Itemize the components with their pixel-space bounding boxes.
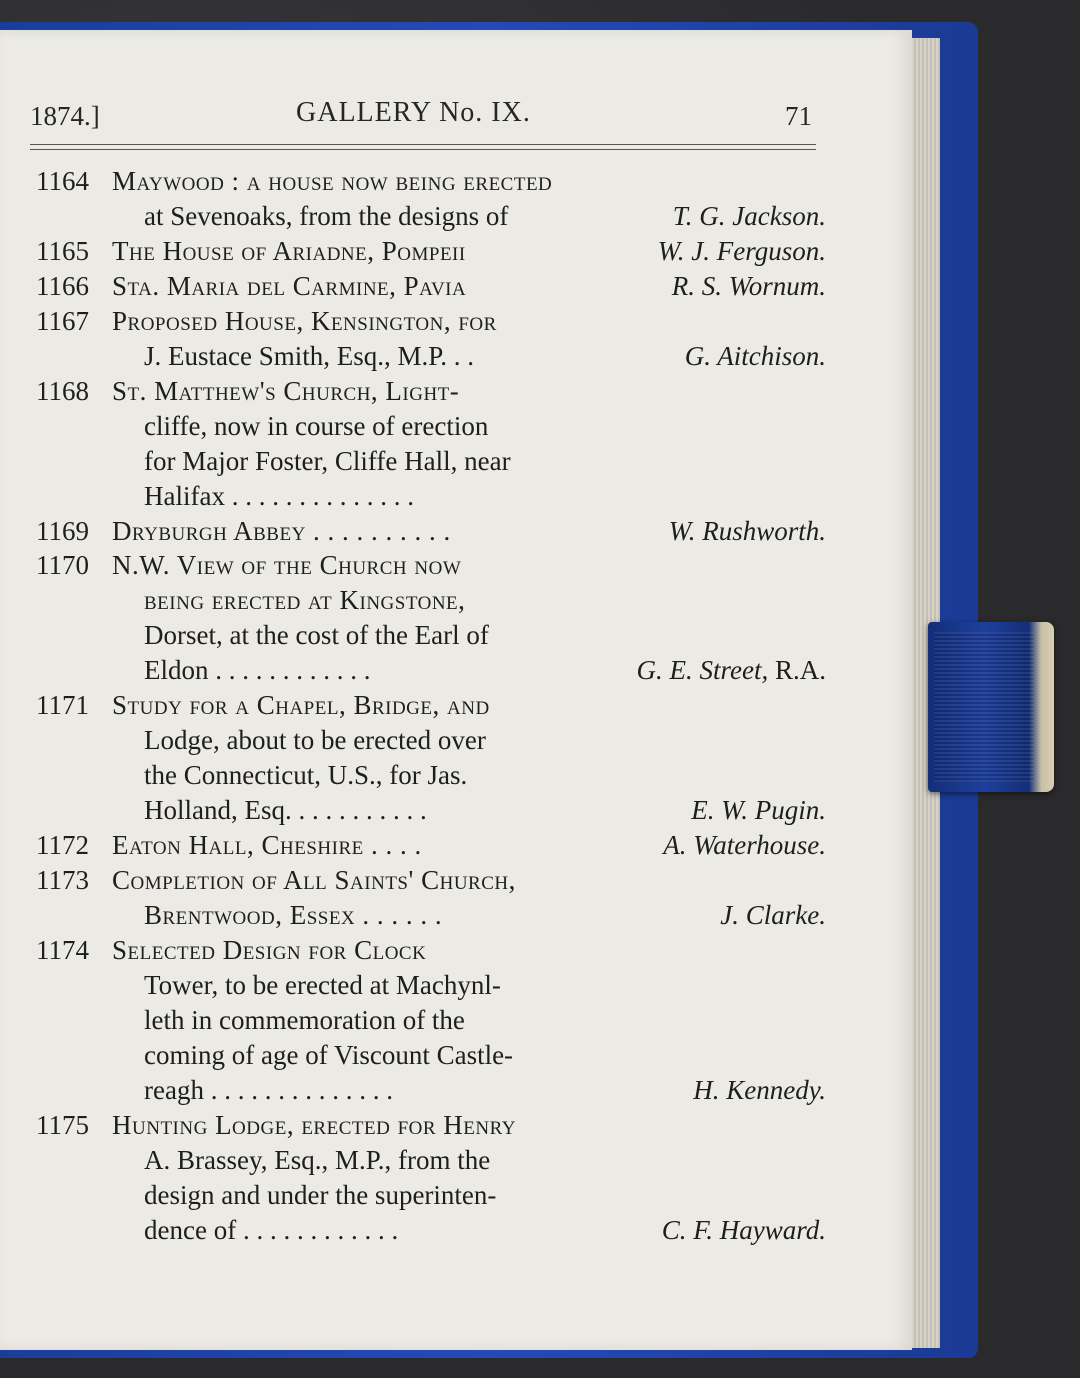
- entry-text: Tower, to be erected at Machynl-: [144, 970, 501, 1000]
- entry-text: Maywood : a house now being erected: [112, 166, 553, 196]
- entry-text: being erected at Kingstone,: [144, 585, 466, 615]
- entry-text: coming of age of Viscount Castle-: [144, 1040, 514, 1070]
- entry-number: 1171: [36, 690, 89, 720]
- entry-text: the Connecticut, U.S., for Jas.: [144, 760, 468, 790]
- entry-text: Hunting Lodge, erected for Henry: [112, 1110, 516, 1140]
- entry-text: Brentwood, Essex . . . . . .: [144, 900, 443, 930]
- entry-text: Sta. Maria del Carmine, Pavia: [112, 271, 467, 301]
- entry-text: Dryburgh Abbey . . . . . . . . . .: [112, 516, 451, 546]
- running-head: [30, 95, 816, 135]
- entry-1165-line-1: [36, 236, 826, 270]
- entry-1174-line-4: [36, 1040, 826, 1074]
- entry-1170-line-4: [36, 655, 826, 689]
- book-clasp: [928, 622, 1054, 792]
- entry-artist: [637, 655, 826, 686]
- entry-1173-line-2: [36, 900, 826, 934]
- entry-number: 1174: [36, 935, 89, 965]
- entry-number: 1169: [36, 516, 89, 546]
- entry-1170-line-1: [36, 550, 826, 584]
- entry-1171-line-3: [36, 760, 826, 794]
- entry-1174-line-1: [36, 935, 826, 969]
- entry-number: 1165: [36, 236, 89, 266]
- entry-1169-line-1: [36, 516, 826, 550]
- entry-1164-line-1: [36, 166, 826, 200]
- entry-1174-line-3: [36, 1005, 826, 1039]
- entry-1168-line-1: [36, 376, 826, 410]
- entry-1171-line-1: [36, 690, 826, 724]
- entry-text: N.W. View of the Church now: [112, 550, 462, 580]
- entry-number: 1164: [36, 166, 89, 196]
- entry-1167-line-1: [36, 306, 826, 340]
- entry-number: 1167: [36, 306, 89, 336]
- entry-1174-line-2: [36, 970, 826, 1004]
- header-rule: [30, 144, 816, 150]
- entry-number: 1170: [36, 550, 89, 580]
- entry-1170-line-3: [36, 620, 826, 654]
- header-title: GALLERY No. IX.: [296, 97, 531, 128]
- entry-text: Holland, Esq. . . . . . . . . . .: [144, 795, 427, 825]
- entry-1168-line-4: [36, 481, 826, 515]
- entry-text: The House of Ariadne, Pompeii: [112, 236, 466, 266]
- entry-1175-line-3: [36, 1180, 826, 1214]
- entry-number: 1166: [36, 271, 89, 301]
- entry-artist: T. G. Jackson.: [672, 201, 826, 231]
- entry-1173-line-1: [36, 865, 826, 899]
- entry-text: Lodge, about to be erected over: [144, 725, 486, 755]
- entry-artist: W. Rushworth.: [668, 516, 826, 546]
- entry-text: at Sevenoaks, from the designs of: [144, 201, 509, 231]
- entry-1175-line-1: [36, 1110, 826, 1144]
- entry-number: 1172: [36, 830, 89, 860]
- header-year: 1874.]: [30, 101, 100, 131]
- entry-number: 1175: [36, 1110, 89, 1140]
- entry-artist: E. W. Pugin.: [691, 795, 826, 825]
- entry-text: St. Matthew's Church, Light-: [112, 376, 460, 406]
- entry-text: reagh . . . . . . . . . . . . . .: [144, 1075, 393, 1105]
- entry-1174-line-5: [36, 1075, 826, 1109]
- entry-number: 1173: [36, 865, 89, 895]
- entry-text: Halifax . . . . . . . . . . . . . .: [144, 481, 414, 511]
- entry-artist: R. S. Wornum.: [671, 271, 826, 301]
- entry-text: Eaton Hall, Cheshire . . . .: [112, 830, 422, 860]
- entry-text: Dorset, at the cost of the Earl of: [144, 620, 489, 650]
- entry-artist: W. J. Ferguson.: [657, 236, 826, 266]
- entry-artist: G. Aitchison.: [684, 341, 826, 371]
- entry-text: Proposed House, Kensington, for: [112, 306, 497, 336]
- artist-suffix: R.A.: [768, 655, 826, 685]
- entry-text: for Major Foster, Cliffe Hall, near: [144, 446, 511, 476]
- entry-text: Selected Design for Clock: [112, 935, 427, 965]
- entry-1175-line-2: [36, 1145, 826, 1179]
- entry-artist: J. Clarke.: [720, 900, 826, 930]
- entry-text: leth in commemoration of the: [144, 1005, 465, 1035]
- entry-1166-line-1: [36, 271, 826, 305]
- entry-1171-line-2: [36, 725, 826, 759]
- artist-name: G. E. Street,: [636, 655, 769, 685]
- clasp-texture: [934, 632, 1034, 782]
- entry-text: dence of . . . . . . . . . . . .: [144, 1215, 399, 1245]
- entry-text: design and under the superinten-: [144, 1180, 497, 1210]
- entry-text: Study for a Chapel, Bridge, and: [112, 690, 490, 720]
- entry-1175-line-4: [36, 1215, 826, 1249]
- entry-1168-line-2: [36, 411, 826, 445]
- entry-text: Eldon . . . . . . . . . . . .: [144, 655, 371, 685]
- entry-text: Completion of All Saints' Church,: [112, 865, 516, 895]
- page-number: 71: [785, 101, 812, 131]
- entry-number: 1168: [36, 376, 89, 406]
- entry-artist: A. Waterhouse.: [663, 830, 826, 860]
- entry-text: cliffe, now in course of erection: [144, 411, 489, 441]
- entry-1168-line-3: [36, 446, 826, 480]
- entry-artist: C. F. Hayward.: [661, 1215, 826, 1245]
- entry-artist: H. Kennedy.: [693, 1075, 826, 1105]
- entry-1172-line-1: [36, 830, 826, 864]
- entry-1167-line-2: [36, 341, 826, 375]
- entry-text: J. Eustace Smith, Esq., M.P. . .: [144, 341, 475, 371]
- entry-1164-line-2: [36, 201, 826, 235]
- entry-1170-line-2: [36, 585, 826, 619]
- entry-1171-line-4: [36, 795, 826, 829]
- entry-text: A. Brassey, Esq., M.P., from the: [144, 1145, 491, 1175]
